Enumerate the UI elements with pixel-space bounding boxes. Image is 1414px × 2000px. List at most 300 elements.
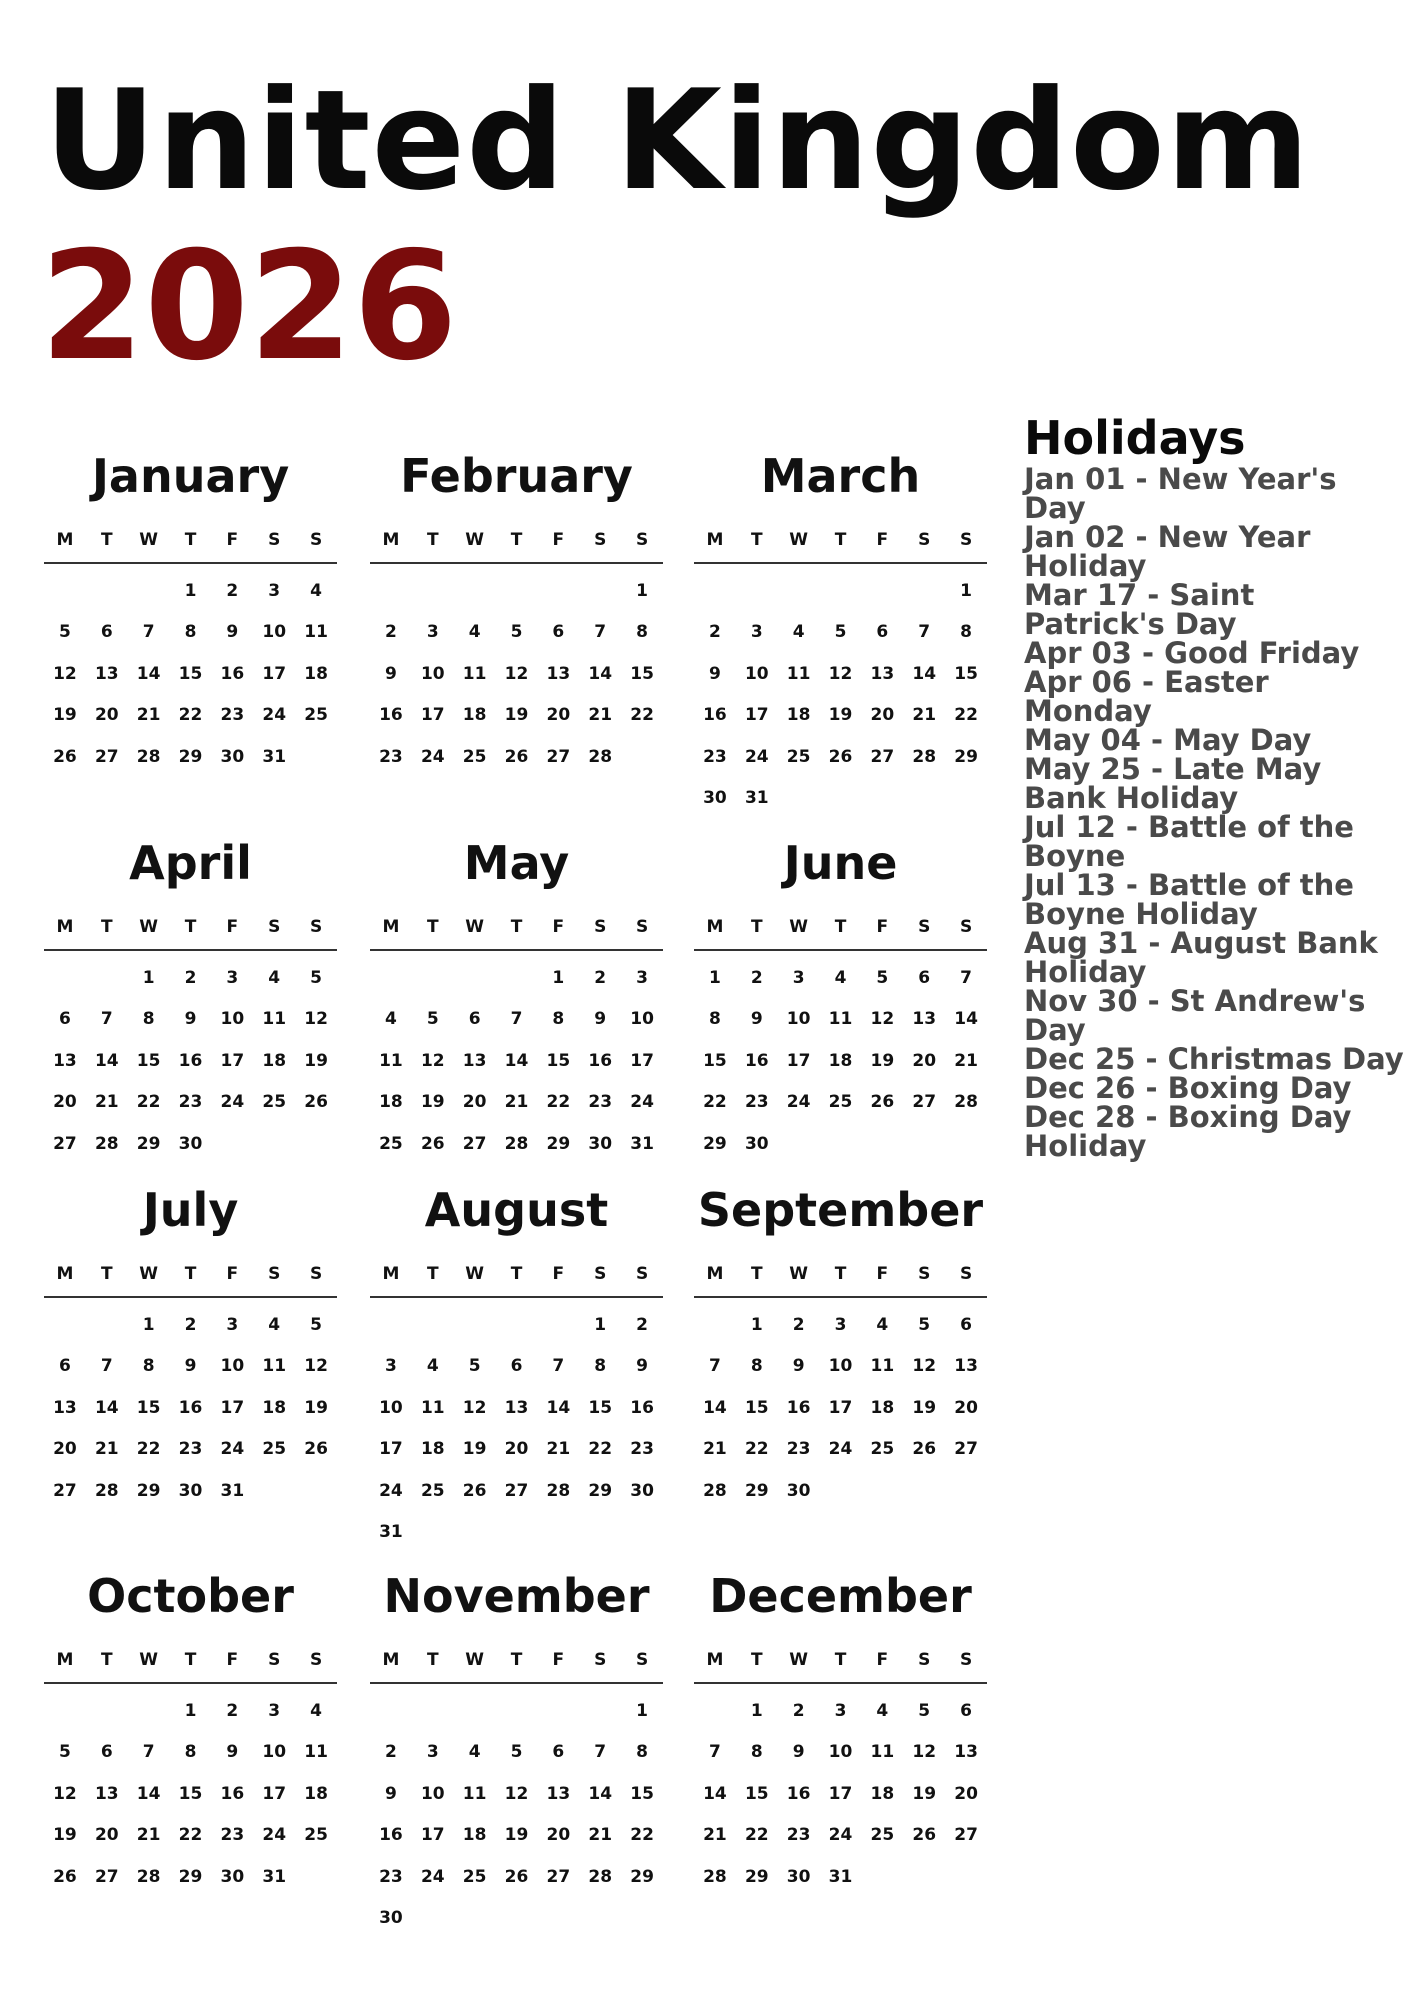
day-cell: 7	[142, 622, 155, 643]
weekday-label: F	[226, 1650, 239, 1670]
weekday-label: S	[268, 917, 281, 937]
day-cell: 14	[94, 1050, 119, 1071]
day-cell: 30	[630, 1480, 654, 1501]
weekday-label: T	[426, 530, 439, 550]
weekday-label: S	[959, 917, 973, 937]
day-cell: 31	[744, 788, 769, 809]
day-cell: 10	[828, 1742, 853, 1763]
holiday-item: Jul 12 - Battle of the Boyne	[1024, 809, 1354, 873]
weekday-label: W	[789, 1650, 809, 1670]
weekday-label: T	[100, 1264, 113, 1284]
day-cell: 26	[828, 746, 853, 767]
day-cell: 21	[504, 1092, 529, 1113]
day-cell: 9	[226, 622, 239, 643]
day-cell: 11	[462, 1783, 487, 1804]
day-cell: 27	[94, 1866, 119, 1887]
day-cell: 8	[636, 1742, 648, 1763]
day-cell: 24	[420, 1866, 445, 1887]
day-cell: 30	[178, 1480, 203, 1501]
weekday-header	[370, 518, 663, 564]
day-cell: 10	[630, 1009, 654, 1030]
day-cell: 29	[744, 1480, 769, 1501]
day-cell: 8	[552, 1009, 565, 1030]
day-cell: 19	[912, 1783, 937, 1804]
day-cell: 18	[870, 1397, 895, 1418]
day-cell: 29	[178, 1866, 203, 1887]
day-cell: 18	[379, 1092, 403, 1113]
day-cell: 28	[94, 1133, 119, 1154]
day-cell: 5	[59, 1742, 71, 1763]
weekday-header	[44, 1252, 337, 1298]
weekday-label: S	[918, 1264, 931, 1284]
day-cell: 21	[136, 705, 161, 726]
day-cell: 28	[94, 1480, 119, 1501]
day-cell: 16	[178, 1050, 203, 1071]
day-cell: 5	[918, 1700, 931, 1721]
day-cell: 2	[792, 1700, 805, 1721]
day-cell: 18	[262, 1397, 287, 1418]
day-cell: 22	[546, 1092, 571, 1113]
day-grid	[370, 1690, 663, 1939]
day-cell: 2	[636, 1314, 648, 1335]
weekday-label: M	[706, 530, 724, 550]
day-cell: 7	[918, 622, 931, 643]
day-cell: 24	[220, 1439, 245, 1460]
day-cell: 23	[379, 746, 403, 767]
day-cell: 10	[828, 1356, 853, 1377]
day-cell: 27	[912, 1092, 937, 1113]
day-cell: 9	[792, 1356, 805, 1377]
day-cell: 8	[636, 622, 648, 643]
day-cell: 28	[546, 1480, 571, 1501]
day-cell: 19	[870, 1050, 895, 1071]
day-cell: 10	[220, 1356, 245, 1377]
month-july	[44, 1180, 337, 1512]
day-cell: 31	[379, 1522, 403, 1543]
day-cell: 3	[426, 622, 439, 643]
day-cell: 8	[594, 1356, 607, 1377]
month-name: September	[697, 1183, 984, 1237]
day-grid	[694, 957, 987, 1165]
day-cell: 11	[262, 1009, 287, 1030]
day-cell: 5	[510, 1742, 523, 1763]
weekday-label: S	[635, 1650, 649, 1670]
day-cell: 14	[588, 1783, 613, 1804]
day-cell: 22	[744, 1825, 769, 1846]
day-cell: 7	[594, 622, 607, 643]
day-grid	[370, 1304, 663, 1553]
day-cell: 15	[136, 1397, 161, 1418]
day-cell: 13	[954, 1356, 978, 1377]
day-cell: 6	[552, 622, 565, 643]
day-cell: 4	[834, 967, 847, 988]
weekday-label: M	[706, 1650, 724, 1670]
day-cell: 20	[53, 1439, 77, 1460]
weekday-label: S	[959, 1264, 973, 1284]
day-cell: 8	[142, 1009, 155, 1030]
day-cell: 11	[262, 1356, 287, 1377]
weekday-label: T	[184, 1650, 197, 1670]
day-cell: 17	[420, 1825, 445, 1846]
day-cell: 18	[304, 663, 328, 684]
day-cell: 13	[462, 1050, 487, 1071]
day-cell: 14	[912, 663, 937, 684]
day-cell: 18	[870, 1783, 895, 1804]
month-name: June	[783, 836, 898, 890]
weekday-label: S	[594, 1264, 607, 1284]
weekday-header	[370, 1638, 663, 1684]
month-name: February	[400, 449, 633, 503]
day-cell: 5	[834, 622, 847, 643]
day-cell: 1	[552, 967, 565, 988]
day-cell: 26	[912, 1439, 937, 1460]
day-cell: 12	[304, 1009, 328, 1030]
weekday-label: T	[750, 1650, 763, 1670]
day-cell: 27	[954, 1825, 978, 1846]
weekday-label: T	[510, 1264, 523, 1284]
day-cell: 18	[462, 705, 487, 726]
day-cell: 20	[462, 1092, 487, 1113]
day-cell: 9	[709, 663, 721, 684]
holiday-item: Apr 03 - Good Friday	[1024, 635, 1360, 670]
month-name: August	[424, 1183, 609, 1237]
day-cell: 3	[426, 1742, 439, 1763]
day-cell: 19	[420, 1092, 445, 1113]
day-cell: 30	[703, 788, 727, 809]
day-cell: 13	[53, 1050, 77, 1071]
day-cell: 19	[53, 1825, 77, 1846]
day-cell: 22	[630, 1825, 654, 1846]
weekday-label: W	[789, 1264, 809, 1284]
day-cell: 4	[468, 1742, 481, 1763]
weekday-label: S	[594, 530, 607, 550]
day-cell: 6	[552, 1742, 565, 1763]
weekday-label: M	[56, 1264, 74, 1284]
weekday-label: T	[184, 1264, 197, 1284]
day-cell: 23	[786, 1439, 811, 1460]
day-cell: 13	[546, 663, 571, 684]
page-title: United Kingdom	[44, 60, 1311, 221]
day-cell: 9	[750, 1009, 763, 1030]
weekday-label: M	[56, 1650, 74, 1670]
day-cell: 5	[426, 1009, 439, 1030]
day-cell: 29	[588, 1480, 613, 1501]
day-cell: 15	[954, 663, 978, 684]
day-cell: 11	[870, 1742, 895, 1763]
weekday-label: T	[184, 530, 197, 550]
day-cell: 12	[304, 1356, 328, 1377]
day-cell: 21	[94, 1439, 119, 1460]
month-name: November	[383, 1569, 650, 1623]
day-cell: 15	[630, 1783, 654, 1804]
day-cell: 24	[744, 746, 769, 767]
holiday-item: Jan 02 - New Year Holiday	[1024, 519, 1311, 583]
day-cell: 24	[262, 705, 287, 726]
day-cell: 5	[310, 1314, 322, 1335]
day-cell: 18	[828, 1050, 853, 1071]
holiday-item: Nov 30 - St Andrew's Day	[1024, 983, 1366, 1047]
day-cell: 21	[588, 705, 613, 726]
day-cell: 15	[178, 1783, 203, 1804]
day-cell: 6	[59, 1356, 71, 1377]
day-cell: 9	[594, 1009, 607, 1030]
holiday-item: Aug 31 - August Bank Holiday	[1024, 925, 1378, 989]
weekday-label: M	[382, 1650, 400, 1670]
day-cell: 26	[53, 746, 77, 767]
day-cell: 27	[53, 1480, 77, 1501]
day-cell: 2	[594, 967, 607, 988]
day-cell: 4	[876, 1314, 889, 1335]
day-cell: 10	[744, 663, 769, 684]
day-cell: 25	[420, 1480, 445, 1501]
month-march	[694, 446, 987, 819]
day-cell: 17	[828, 1397, 853, 1418]
day-cell: 8	[142, 1356, 155, 1377]
day-cell: 30	[220, 746, 245, 767]
day-cell: 18	[786, 705, 811, 726]
day-cell: 4	[426, 1356, 439, 1377]
weekday-header	[370, 1252, 663, 1298]
holiday-item: Jul 13 - Battle of the Boyne Holiday	[1024, 867, 1354, 931]
day-cell: 6	[59, 1009, 71, 1030]
weekday-label: T	[834, 917, 847, 937]
holiday-list	[1024, 461, 1404, 1163]
day-cell: 14	[136, 1783, 161, 1804]
day-cell: 24	[420, 746, 445, 767]
weekday-label: W	[465, 530, 485, 550]
weekday-label: W	[139, 917, 159, 937]
day-cell: 20	[546, 705, 571, 726]
weekday-label: F	[876, 917, 889, 937]
day-cell: 7	[142, 1742, 155, 1763]
day-cell: 16	[630, 1397, 654, 1418]
day-cell: 25	[870, 1825, 895, 1846]
day-cell: 19	[504, 1825, 529, 1846]
day-cell: 12	[462, 1397, 487, 1418]
day-cell: 4	[310, 1700, 322, 1721]
year-heading: 2026	[40, 220, 458, 394]
holiday-item: May 04 - May Day	[1024, 722, 1312, 757]
weekday-label: S	[918, 530, 931, 550]
weekday-label: S	[309, 1650, 323, 1670]
day-cell: 26	[304, 1092, 328, 1113]
day-cell: 16	[178, 1397, 203, 1418]
day-cell: 29	[630, 1866, 654, 1887]
day-cell: 21	[546, 1439, 571, 1460]
holiday-item: Mar 17 - Saint Patrick's Day	[1024, 577, 1255, 641]
day-cell: 24	[828, 1825, 853, 1846]
day-cell: 14	[703, 1397, 727, 1418]
weekday-label: S	[268, 1264, 281, 1284]
day-cell: 29	[178, 746, 203, 767]
day-cell: 21	[136, 1825, 161, 1846]
day-cell: 1	[750, 1314, 763, 1335]
day-cell: 23	[379, 1866, 403, 1887]
day-cell: 15	[136, 1050, 161, 1071]
day-cell: 19	[304, 1397, 328, 1418]
day-cell: 9	[184, 1009, 197, 1030]
day-cell: 27	[954, 1439, 978, 1460]
weekday-label: M	[56, 530, 74, 550]
day-cell: 6	[100, 1742, 113, 1763]
day-cell: 5	[510, 622, 523, 643]
day-cell: 7	[552, 1356, 565, 1377]
day-cell: 25	[462, 1866, 487, 1887]
day-cell: 9	[184, 1356, 197, 1377]
holiday-item: Dec 25 - Christmas Day	[1024, 1041, 1404, 1076]
day-cell: 29	[136, 1480, 161, 1501]
month-name: July	[142, 1183, 239, 1237]
day-cell: 16	[744, 1050, 769, 1071]
day-cell: 1	[709, 967, 721, 988]
day-cell: 30	[588, 1133, 613, 1154]
day-cell: 16	[220, 663, 245, 684]
day-cell: 22	[178, 1825, 203, 1846]
weekday-label: T	[100, 917, 113, 937]
day-cell: 24	[630, 1092, 654, 1113]
day-cell: 12	[912, 1742, 937, 1763]
day-cell: 15	[178, 663, 203, 684]
day-cell: 10	[379, 1397, 403, 1418]
day-cell: 28	[912, 746, 937, 767]
day-cell: 31	[262, 746, 287, 767]
day-cell: 8	[750, 1356, 763, 1377]
day-cell: 14	[136, 663, 161, 684]
day-cell: 5	[876, 967, 889, 988]
day-cell: 4	[268, 1314, 281, 1335]
weekday-label: M	[382, 917, 400, 937]
day-cell: 13	[546, 1783, 571, 1804]
day-cell: 2	[226, 1700, 239, 1721]
weekday-header	[370, 905, 663, 951]
day-cell: 15	[546, 1050, 571, 1071]
day-cell: 25	[379, 1133, 403, 1154]
day-cell: 18	[462, 1825, 487, 1846]
day-cell: 30	[744, 1133, 769, 1154]
weekday-label: S	[309, 530, 323, 550]
day-cell: 26	[912, 1825, 937, 1846]
day-cell: 2	[226, 580, 239, 601]
weekday-label: F	[552, 530, 565, 550]
weekday-label: W	[465, 1650, 485, 1670]
day-cell: 4	[385, 1009, 397, 1030]
day-cell: 2	[184, 967, 197, 988]
day-cell: 22	[954, 705, 978, 726]
day-grid	[44, 957, 337, 1165]
day-cell: 16	[588, 1050, 613, 1071]
day-cell: 17	[220, 1050, 245, 1071]
day-cell: 15	[588, 1397, 613, 1418]
day-cell: 3	[792, 967, 805, 988]
day-cell: 4	[792, 622, 805, 643]
day-cell: 18	[420, 1439, 445, 1460]
month-name: December	[709, 1569, 972, 1623]
day-cell: 4	[468, 622, 481, 643]
day-cell: 14	[94, 1397, 119, 1418]
day-cell: 13	[53, 1397, 77, 1418]
day-cell: 20	[94, 1825, 119, 1846]
day-cell: 20	[94, 705, 119, 726]
day-cell: 21	[703, 1825, 727, 1846]
day-cell: 28	[588, 746, 613, 767]
day-cell: 14	[954, 1009, 978, 1030]
weekday-label: S	[309, 917, 323, 937]
day-cell: 28	[136, 1866, 161, 1887]
day-cell: 6	[876, 622, 889, 643]
weekday-header	[694, 1252, 987, 1298]
day-cell: 20	[954, 1397, 978, 1418]
day-cell: 6	[510, 1356, 523, 1377]
day-cell: 4	[310, 580, 322, 601]
weekday-label: S	[918, 917, 931, 937]
weekday-label: F	[226, 1264, 239, 1284]
weekday-label: T	[834, 530, 847, 550]
weekday-header	[44, 905, 337, 951]
month-name: January	[91, 449, 290, 503]
day-cell: 30	[220, 1866, 245, 1887]
day-cell: 10	[262, 1742, 287, 1763]
day-cell: 5	[468, 1356, 481, 1377]
weekday-label: S	[959, 1650, 973, 1670]
day-cell: 28	[504, 1133, 529, 1154]
day-cell: 1	[636, 1700, 648, 1721]
weekday-label: M	[706, 917, 724, 937]
day-cell: 26	[420, 1133, 445, 1154]
day-cell: 2	[750, 967, 763, 988]
day-cell: 3	[834, 1314, 847, 1335]
day-cell: 22	[136, 1439, 161, 1460]
day-cell: 24	[828, 1439, 853, 1460]
day-cell: 27	[94, 746, 119, 767]
weekday-label: T	[834, 1650, 847, 1670]
day-cell: 19	[53, 705, 77, 726]
weekday-label: T	[750, 917, 763, 937]
day-cell: 3	[268, 580, 281, 601]
day-cell: 28	[954, 1092, 978, 1113]
day-cell: 13	[870, 663, 895, 684]
day-cell: 7	[709, 1742, 721, 1763]
weekday-label: T	[100, 530, 113, 550]
day-cell: 27	[546, 1866, 571, 1887]
day-cell: 1	[636, 580, 648, 601]
day-cell: 28	[136, 746, 161, 767]
day-cell: 26	[870, 1092, 895, 1113]
day-cell: 14	[546, 1397, 571, 1418]
day-cell: 16	[379, 705, 403, 726]
weekday-label: F	[226, 917, 239, 937]
day-cell: 26	[462, 1480, 487, 1501]
day-cell: 13	[912, 1009, 937, 1030]
day-cell: 12	[53, 1783, 77, 1804]
day-cell: 22	[744, 1439, 769, 1460]
weekday-header	[44, 518, 337, 564]
day-cell: 2	[385, 622, 397, 643]
day-cell: 16	[379, 1825, 403, 1846]
day-cell: 8	[750, 1742, 763, 1763]
day-cell: 1	[750, 1700, 763, 1721]
day-cell: 3	[636, 967, 648, 988]
day-cell: 4	[268, 967, 281, 988]
day-cell: 24	[786, 1092, 811, 1113]
month-february	[370, 446, 663, 778]
day-cell: 1	[184, 1700, 197, 1721]
weekday-label: M	[56, 917, 74, 937]
day-cell: 14	[703, 1783, 727, 1804]
day-cell: 6	[100, 622, 113, 643]
day-cell: 7	[100, 1009, 113, 1030]
day-cell: 21	[912, 705, 937, 726]
day-cell: 18	[262, 1050, 287, 1071]
